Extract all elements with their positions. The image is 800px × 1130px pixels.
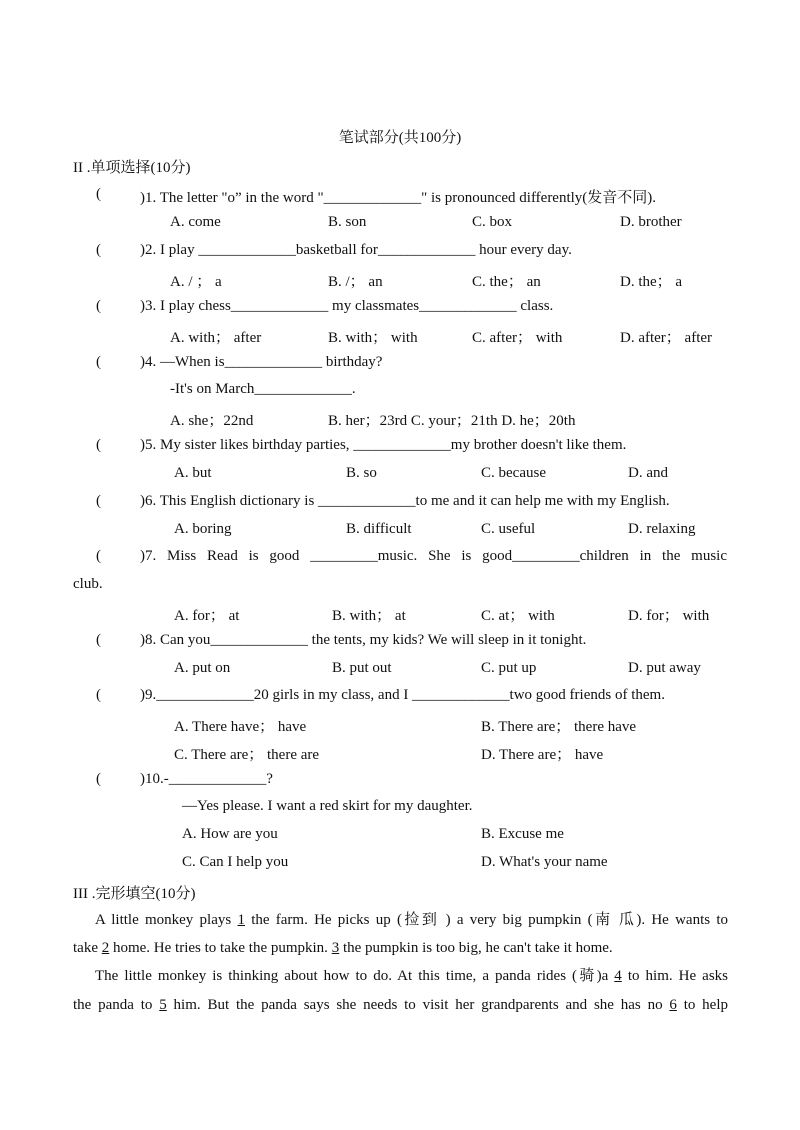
option-c: C. the； an	[472, 274, 541, 290]
option-a: A. she；22nd	[170, 413, 254, 429]
question-1: )1. The letter "o” in the word "_____________" is pronounced differently(发音不同).	[140, 190, 657, 206]
option-a: A. for； at	[174, 608, 240, 624]
question-5: )5. My sister likes birthday parties, _____________my brother doesn't like them.	[140, 437, 627, 453]
answer-paren: (	[96, 493, 101, 509]
option-b: B. so	[346, 465, 377, 481]
cloze-paragraph-2	[73, 962, 728, 990]
cloze-text: The little monkey is thinking about how to do. At this time, a panda rides (骑)a	[95, 968, 615, 984]
option-b: B. with； with	[328, 330, 418, 346]
option-d: D. What's your name	[481, 854, 608, 870]
option-b: B. with； at	[332, 608, 406, 624]
question-4-answer-line: -It's on March_____________.	[170, 381, 356, 397]
option-a: A. / ； a	[170, 274, 222, 290]
cloze-text: to him. He asks	[621, 968, 728, 984]
section-heading-cloze: III .完形填空(10分)	[73, 886, 196, 902]
cloze-text: the farm. He picks up (捡到 ) a very big pumpkin (南 瓜). He wants to	[244, 912, 728, 928]
question-10: )10.-_____________?	[140, 771, 273, 787]
option-a: A. put on	[174, 660, 231, 676]
option-a: A. with； after	[170, 330, 262, 346]
option-c: C. at； with	[481, 608, 555, 624]
question-6: )6. This English dictionary is _____________to me and it can help me with my English.	[140, 493, 670, 509]
cloze-blank-3: 3	[331, 940, 340, 956]
cloze-blank-4: 4	[614, 968, 622, 984]
option-c: C. useful	[481, 521, 536, 537]
option-a: A. There have； have	[174, 719, 307, 735]
cloze-text: to help	[676, 997, 729, 1013]
option-b: B. /； an	[328, 274, 383, 290]
option-a: A. How are you	[182, 826, 278, 842]
cloze-paragraph-1-line-2	[73, 934, 728, 962]
page-title: 笔试部分(共100分)	[338, 130, 462, 146]
option-c: C. put up	[481, 660, 537, 676]
question-3: )3. I play chess_____________ my classmates_____________ class.	[140, 298, 554, 314]
answer-paren: (	[96, 437, 101, 453]
question-4: )4. —When is_____________ birthday?	[140, 354, 383, 370]
option-d: D. There are； have	[481, 747, 604, 763]
cloze-blank-6: 6	[669, 997, 677, 1013]
question-8: )8. Can you_____________ the tents, my kids? We will sleep in it tonight.	[140, 632, 587, 648]
cloze-text: A little monkey plays	[95, 912, 238, 928]
cloze-paragraph-2-line-2	[73, 991, 728, 1019]
cloze-text: him. But the panda says she needs to visit her grandparents and she has no	[166, 997, 670, 1013]
option-c: C. There are； there are	[174, 747, 320, 763]
cloze-blank-2: 2	[101, 940, 110, 956]
option-c: C. Can I help you	[182, 854, 289, 870]
cloze-text: the pumpkin is too big, he can't take it home.	[339, 940, 613, 956]
cloze-paragraph-1	[73, 906, 728, 934]
option-a: A. boring	[174, 521, 232, 537]
answer-paren: (	[96, 298, 101, 314]
cloze-blank-5: 5	[159, 997, 167, 1013]
option-b: B. put out	[332, 660, 392, 676]
answer-paren: (	[96, 354, 101, 370]
option-a: A. come	[170, 214, 221, 230]
cloze-blank-1: 1	[237, 912, 245, 928]
option-d: D. brother	[620, 214, 682, 230]
cloze-text: take	[73, 940, 102, 956]
option-b: B. son	[328, 214, 367, 230]
option-a: A. but	[174, 465, 212, 481]
option-b: B. There are； there have	[481, 719, 637, 735]
option-d: D. relaxing	[628, 521, 696, 537]
option-d: D. and	[628, 465, 668, 481]
cloze-text: the panda to	[73, 997, 160, 1013]
option-d: D. for； with	[628, 608, 710, 624]
option-c: C. after； with	[472, 330, 563, 346]
question-7-continuation: club.	[73, 576, 103, 592]
cloze-text: home. He tries to take the pumpkin.	[109, 940, 332, 956]
option-b: B. Excuse me	[481, 826, 564, 842]
option-d: D. the； a	[620, 274, 683, 290]
question-2: )2. I play _____________basketball for_____________ hour every day.	[140, 242, 572, 258]
answer-paren: (	[96, 771, 101, 787]
section-heading-mc: II .单项选择(10分)	[73, 160, 191, 176]
option-b-c-d: B. her；23rd C. your；21th D. he；20th	[328, 413, 576, 429]
option-c: C. box	[472, 214, 513, 230]
answer-paren: (	[96, 242, 101, 258]
question-7: )7. Miss Read is good _________music. She is good_________children in the music	[140, 548, 727, 564]
question-10-response: —Yes please. I want a red skirt for my daughter.	[182, 798, 473, 814]
answer-paren: (	[96, 186, 101, 202]
answer-paren: (	[96, 687, 101, 703]
option-d: D. put away	[628, 660, 701, 676]
answer-paren: (	[96, 632, 101, 648]
option-d: D. after； after	[620, 330, 713, 346]
option-b: B. difficult	[346, 521, 412, 537]
option-c: C. because	[481, 465, 546, 481]
answer-paren: (	[96, 548, 101, 564]
question-9: )9._____________20 girls in my class, and I _____________two good friends of them.	[140, 687, 665, 703]
